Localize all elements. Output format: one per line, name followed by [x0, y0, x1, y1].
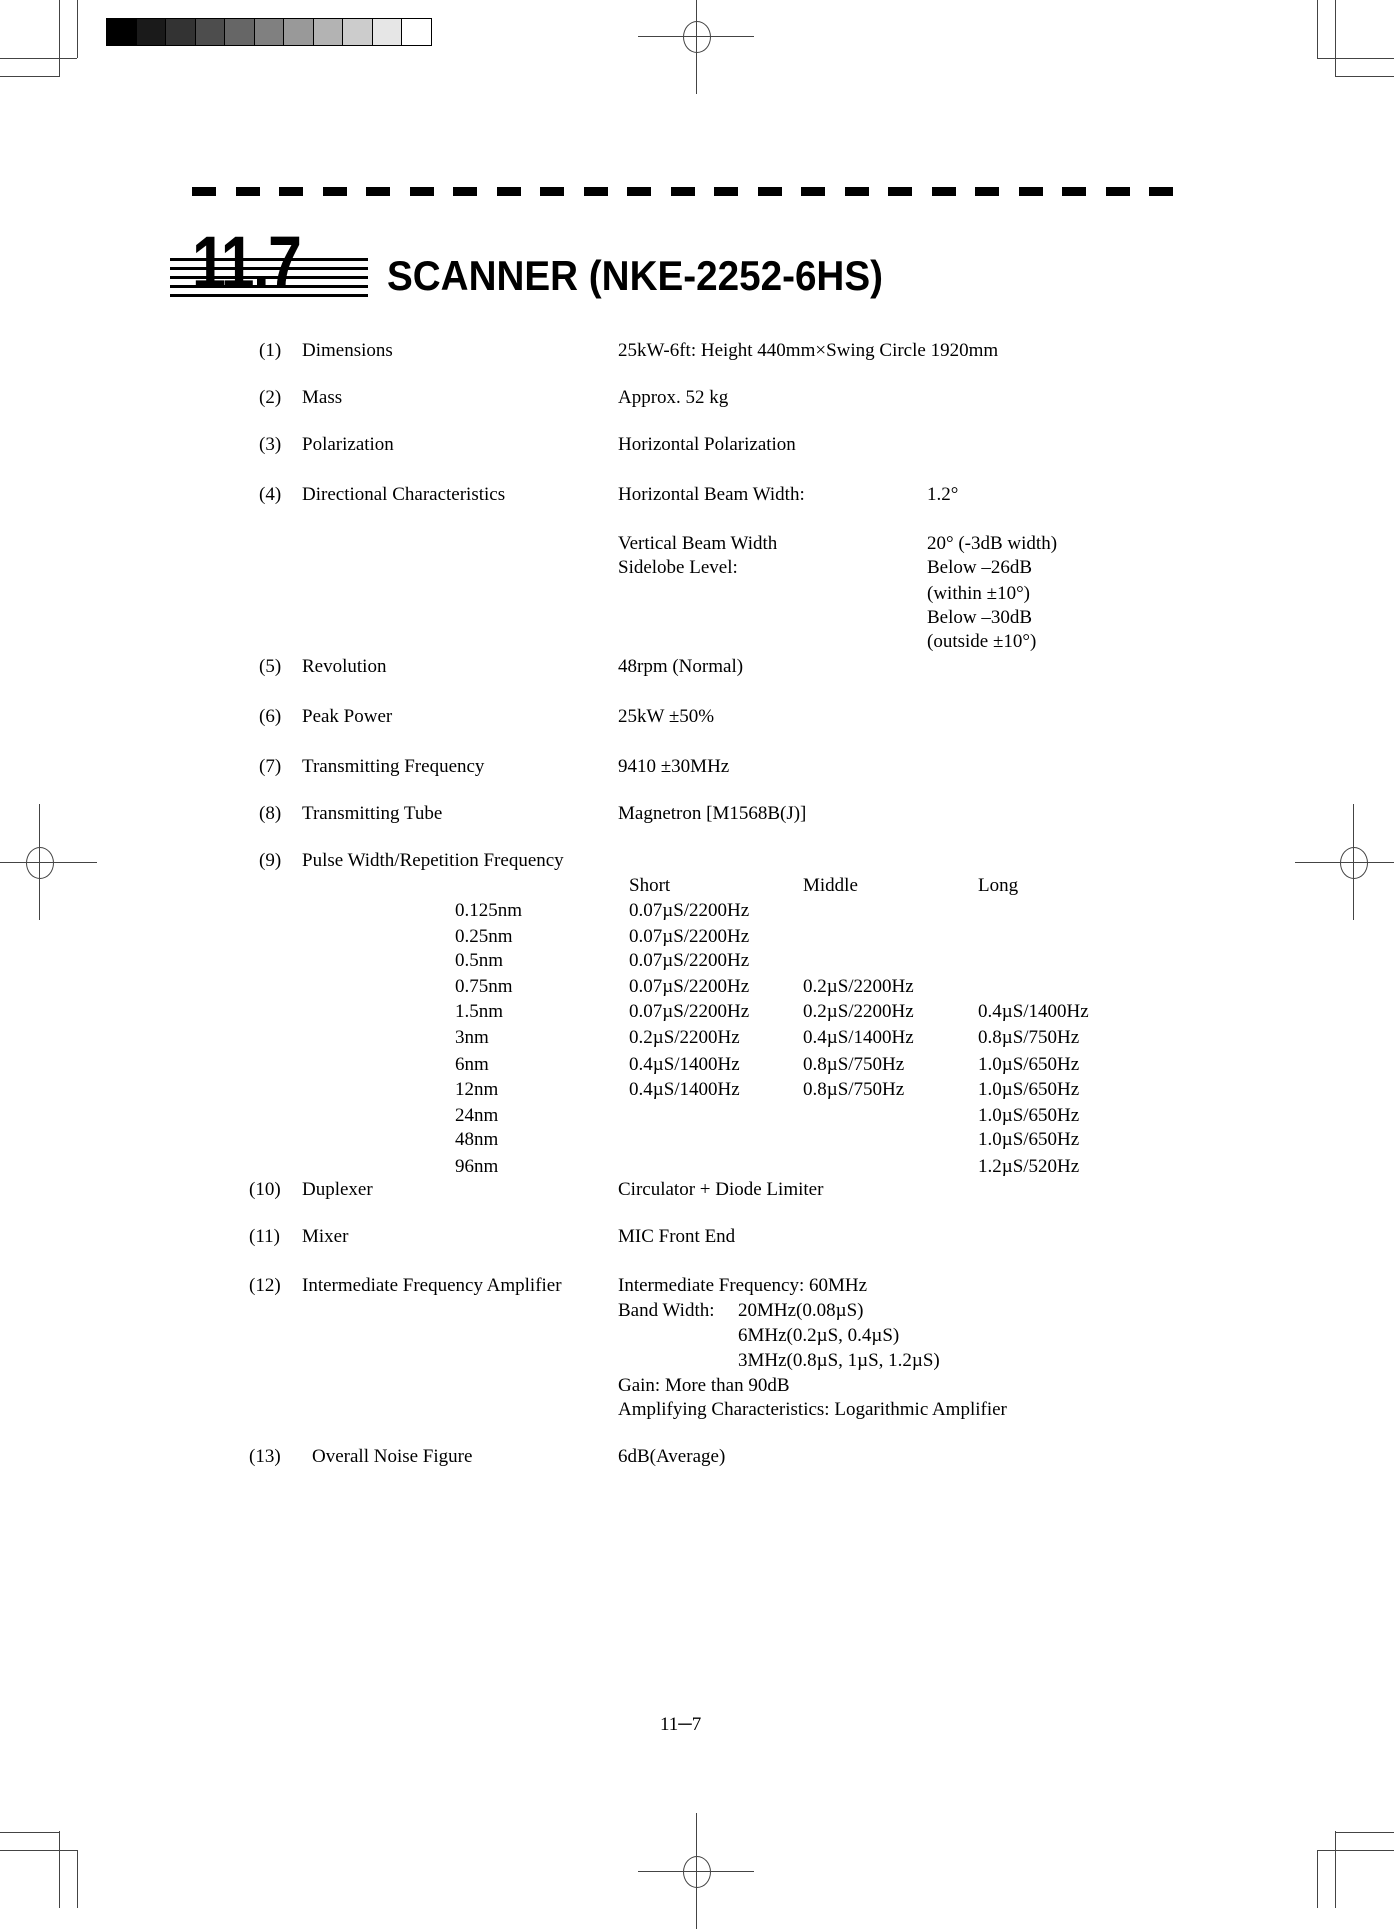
table-cell-range: 96nm	[455, 1156, 499, 1177]
spec-number: (8)	[259, 803, 282, 824]
spec-number: (7)	[259, 756, 282, 777]
table-cell-range: 24nm	[455, 1105, 499, 1126]
table-cell-range: 48nm	[455, 1129, 499, 1150]
dash	[714, 187, 738, 196]
table-cell-long: 1.0µS/650Hz	[978, 1054, 1080, 1075]
crop-line	[1335, 76, 1394, 77]
dash	[453, 187, 477, 196]
table-cell-middle: 0.8µS/750Hz	[803, 1054, 905, 1075]
color-swatch	[255, 19, 285, 45]
dash	[888, 187, 912, 196]
table-cell-long: 1.0µS/650Hz	[978, 1079, 1080, 1100]
table-cell-range: 0.5nm	[455, 950, 504, 971]
dash	[845, 187, 869, 196]
spec-label: Transmitting Frequency	[302, 756, 485, 777]
color-swatch	[137, 19, 167, 45]
dash	[410, 187, 434, 196]
crop-line	[0, 862, 97, 863]
dash	[540, 187, 564, 196]
crop-line	[1317, 1850, 1394, 1851]
dash	[1019, 187, 1043, 196]
spec-label: Overall Noise Figure	[312, 1446, 473, 1467]
dash	[975, 187, 999, 196]
spec-value-secondary: Below –30dB	[927, 607, 1033, 628]
crop-line	[39, 804, 40, 920]
spec-label: Mass	[302, 387, 343, 408]
spec-value-secondary: (within ±10°)	[927, 583, 1030, 604]
crop-line	[1335, 1831, 1336, 1908]
table-cell-long: 1.0µS/650Hz	[978, 1105, 1080, 1126]
dash	[1062, 187, 1086, 196]
registration-mark	[1340, 847, 1368, 879]
table-cell-short: 0.07µS/2200Hz	[629, 976, 750, 997]
spec-value: Intermediate Frequency: 60MHz	[618, 1275, 868, 1296]
spec-number: (11)	[249, 1226, 280, 1247]
registration-mark	[683, 21, 711, 53]
dash	[323, 187, 347, 196]
dash	[1106, 187, 1130, 196]
spec-value: Band Width:	[618, 1300, 715, 1321]
spec-value: Sidelobe Level:	[618, 557, 738, 578]
spec-label: Revolution	[302, 656, 387, 677]
section-title: SCANNER (NKE-2252-6HS)	[387, 252, 883, 299]
page-number: 11─7	[660, 1714, 702, 1735]
spec-value-detail: 20MHz(0.08µS)	[738, 1300, 864, 1321]
spec-number: (4)	[259, 484, 282, 505]
table-cell-middle: 0.4µS/1400Hz	[803, 1027, 914, 1048]
spec-number: (3)	[259, 434, 282, 455]
dash	[1149, 187, 1173, 196]
spec-value: Vertical Beam Width	[618, 533, 778, 554]
table-cell-long: 1.2µS/520Hz	[978, 1156, 1080, 1177]
spec-value: 25kW-6ft: Height 440mm×Swing Circle 1920mm	[618, 340, 999, 361]
spec-value-detail: 3MHz(0.8µS, 1µS, 1.2µS)	[738, 1350, 940, 1371]
crop-line	[59, 1831, 60, 1908]
spec-value: 48rpm (Normal)	[618, 656, 744, 677]
spec-value: MIC Front End	[618, 1226, 736, 1247]
dash	[279, 187, 303, 196]
spec-value: Amplifying Characteristics: Logarithmic Amplifier	[618, 1399, 1007, 1420]
table-cell-short: 0.2µS/2200Hz	[629, 1027, 740, 1048]
table-header-middle: Middle	[803, 875, 858, 896]
table-cell-short: 0.07µS/2200Hz	[629, 1001, 750, 1022]
color-swatch	[314, 19, 344, 45]
table-cell-short: 0.4µS/1400Hz	[629, 1054, 740, 1075]
table-cell-range: 12nm	[455, 1079, 499, 1100]
crop-line	[1317, 58, 1394, 59]
table-cell-range: 0.75nm	[455, 976, 513, 997]
crop-line	[1335, 1832, 1394, 1833]
color-calibration-bar	[106, 18, 432, 46]
table-cell-middle: 0.2µS/2200Hz	[803, 976, 914, 997]
spec-value: Horizontal Beam Width:	[618, 484, 805, 505]
table-cell-middle: 0.8µS/750Hz	[803, 1079, 905, 1100]
dash	[932, 187, 956, 196]
table-cell-range: 6nm	[455, 1054, 489, 1075]
crop-line	[0, 58, 77, 59]
dash	[627, 187, 651, 196]
spec-label: Transmitting Tube	[302, 803, 443, 824]
spec-number: (6)	[259, 706, 282, 727]
crop-line	[696, 1813, 697, 1929]
table-cell-long: 0.4µS/1400Hz	[978, 1001, 1089, 1022]
color-swatch	[284, 19, 314, 45]
color-swatch	[166, 19, 196, 45]
table-cell-short: 0.4µS/1400Hz	[629, 1079, 740, 1100]
spec-number: (9)	[259, 850, 282, 871]
color-swatch	[225, 19, 255, 45]
crop-line	[0, 1832, 59, 1833]
spec-label: Peak Power	[302, 706, 393, 727]
spec-value-secondary: Below –26dB	[927, 557, 1033, 578]
table-cell-range: 1.5nm	[455, 1001, 504, 1022]
dash	[758, 187, 782, 196]
spec-value: 6dB(Average)	[618, 1446, 726, 1467]
crop-line	[1353, 804, 1354, 920]
table-header-long: Long	[978, 875, 1019, 896]
spec-label: Pulse Width/Repetition Frequency	[302, 850, 564, 871]
spec-label: Intermediate Frequency Amplifier	[302, 1275, 562, 1296]
table-header-short: Short	[629, 875, 671, 896]
dash	[584, 187, 608, 196]
table-cell-short: 0.07µS/2200Hz	[629, 900, 750, 921]
table-cell-long: 0.8µS/750Hz	[978, 1027, 1080, 1048]
spec-value-secondary: (outside ±10°)	[927, 631, 1037, 652]
crop-line	[1317, 0, 1318, 58]
crop-line	[0, 1850, 77, 1851]
crop-line	[696, 0, 697, 94]
dash	[801, 187, 825, 196]
table-cell-range: 0.125nm	[455, 900, 523, 921]
dash	[192, 187, 216, 196]
color-swatch	[402, 19, 431, 45]
spec-number: (13)	[249, 1446, 281, 1467]
crop-line	[59, 0, 60, 77]
section-number: 11.7	[192, 221, 301, 304]
color-swatch	[196, 19, 226, 45]
crop-line	[1335, 0, 1336, 77]
crop-line	[1317, 1850, 1318, 1908]
spec-number: (2)	[259, 387, 282, 408]
spec-number: (12)	[249, 1275, 281, 1296]
table-cell-short: 0.07µS/2200Hz	[629, 926, 750, 947]
spec-value: Magnetron [M1568B(J)]	[618, 803, 807, 824]
spec-number: (10)	[249, 1179, 281, 1200]
spec-value: Approx. 52 kg	[618, 387, 729, 408]
crop-line	[1295, 862, 1394, 863]
table-cell-long: 1.0µS/650Hz	[978, 1129, 1080, 1150]
registration-mark	[26, 847, 54, 879]
spec-value: Circulator + Diode Limiter	[618, 1179, 824, 1200]
color-swatch	[373, 19, 403, 45]
dash	[366, 187, 390, 196]
table-cell-range: 0.25nm	[455, 926, 513, 947]
dash	[497, 187, 521, 196]
crop-line	[77, 1850, 78, 1908]
spec-value-secondary: 20° (-3dB width)	[927, 533, 1058, 554]
spec-label: Duplexer	[302, 1179, 373, 1200]
crop-line	[0, 76, 59, 77]
spec-label: Dimensions	[302, 340, 393, 361]
dash	[671, 187, 695, 196]
spec-value: 9410 ±30MHz	[618, 756, 730, 777]
dash	[236, 187, 260, 196]
spec-number: (5)	[259, 656, 282, 677]
registration-mark	[683, 1856, 711, 1888]
spec-label: Mixer	[302, 1226, 349, 1247]
spec-value-secondary: 1.2°	[927, 484, 959, 505]
spec-label: Directional Characteristics	[302, 484, 506, 505]
table-cell-range: 3nm	[455, 1027, 489, 1048]
spec-value: 25kW ±50%	[618, 706, 715, 727]
crop-line	[77, 0, 78, 58]
spec-number: (1)	[259, 340, 282, 361]
spec-value-detail: 6MHz(0.2µS, 0.4µS)	[738, 1325, 900, 1346]
table-cell-middle: 0.2µS/2200Hz	[803, 1001, 914, 1022]
spec-label: Polarization	[302, 434, 394, 455]
spec-value: Gain: More than 90dB	[618, 1375, 790, 1396]
color-swatch	[107, 19, 137, 45]
spec-value: Horizontal Polarization	[618, 434, 796, 455]
color-swatch	[343, 19, 373, 45]
table-cell-short: 0.07µS/2200Hz	[629, 950, 750, 971]
